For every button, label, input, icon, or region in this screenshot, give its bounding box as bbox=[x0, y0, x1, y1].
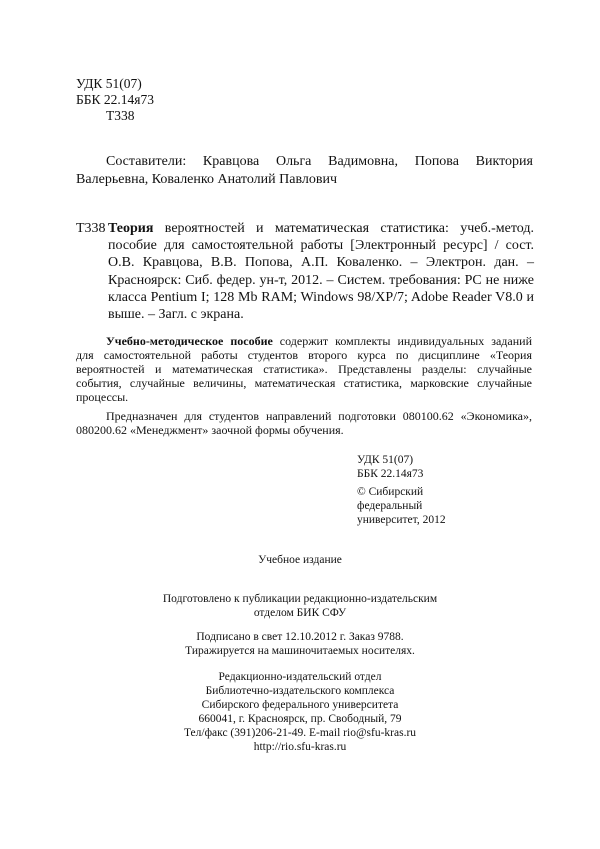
bibliographic-record bbox=[76, 220, 534, 323]
biblio-body bbox=[108, 220, 534, 323]
author-mark: Т338 bbox=[106, 108, 135, 123]
copyright-line: © Сибирский bbox=[357, 486, 424, 498]
publisher-line: Редакционно-издательский отдел bbox=[218, 671, 382, 683]
compilers-paragraph bbox=[76, 153, 533, 189]
prepared-line: Подготовлено к публикации редакционно-издательским bbox=[162, 593, 438, 605]
signed-line: Подписано в свет 12.10.2012 г. Заказ 9788. bbox=[196, 631, 404, 643]
publisher-line: Библиотечно-издательского комплекса bbox=[205, 685, 395, 697]
publisher-website-link[interactable]: http://rio.sfu-kras.ru bbox=[253, 741, 347, 753]
publisher-contact-line: Тел/факс (391)206-21-49. E-mail rio@sfu-kras.ru bbox=[183, 727, 417, 739]
abstract-text-1: содержит комплекты индивидуальных заданий для самостоятельной работы студентов второго курса по дисциплине «Теория вероятностей и математическая статистика». Представлены разделы: случайные события, случайные величины, математическая статистика, марковские случайные процессы. bbox=[76, 334, 532, 404]
abstract-paragraph-2: Предназначен для студентов направлений подготовки 080100.62 «Экономика», 080200.62 «Менеджмент» заочной формы обучения. bbox=[76, 409, 532, 437]
abstract bbox=[76, 334, 532, 442]
right-udk: УДК 51(07) bbox=[357, 454, 414, 466]
publisher-line: Сибирского федерального университета bbox=[201, 699, 399, 711]
abstract-bold-lead: Учебно-методическое пособие bbox=[106, 334, 273, 348]
biblio-author-mark: Т338 bbox=[76, 221, 106, 236]
biblio-title-bold: Теория bbox=[108, 221, 154, 236]
signed-line: Тиражируется на машиночитаемых носителях. bbox=[185, 645, 415, 657]
compilers-text: Составители: Кравцова Ольга Вадимовна, Попова Виктория Валерьевна, Коваленко Анатолий Павлович bbox=[76, 154, 533, 187]
publisher-block bbox=[0, 670, 600, 754]
signed-block bbox=[0, 630, 600, 658]
prepared-line: отделом БИК СФУ bbox=[253, 607, 347, 619]
classification-header bbox=[76, 76, 154, 124]
biblio-description: вероятностей и математическая статистика: учеб.-метод. пособие для самостоятельной работы [Электронный ресурс] / сост. О.В. Кравцова, В.В. Попова, А.П. Коваленко. – Электрон. дан. – Красноярск: Сиб. федер. ун-т, 2012. – Систем. требования: PC не ниже класса Pentium I; 128 Mb RAM; Windows 98/XP/7; Adobe Reader V8.0 и выше. – Загл. с экрана. bbox=[108, 221, 534, 323]
right-bbk: ББК 22.14я73 bbox=[357, 468, 424, 480]
prepared-block bbox=[0, 592, 600, 620]
copyright-line: федеральный bbox=[357, 500, 423, 512]
copyright-block bbox=[357, 485, 446, 527]
udk-code: УДК 51(07) bbox=[76, 76, 142, 91]
publisher-line: 660041, г. Красноярск, пр. Свободный, 79 bbox=[198, 713, 402, 725]
right-codes bbox=[357, 453, 423, 481]
copyright-line: университет, 2012 bbox=[357, 514, 446, 526]
abstract-paragraph-1 bbox=[76, 334, 532, 404]
bbk-code: ББК 22.14я73 bbox=[76, 92, 154, 107]
edition-type: Учебное издание bbox=[258, 554, 342, 566]
